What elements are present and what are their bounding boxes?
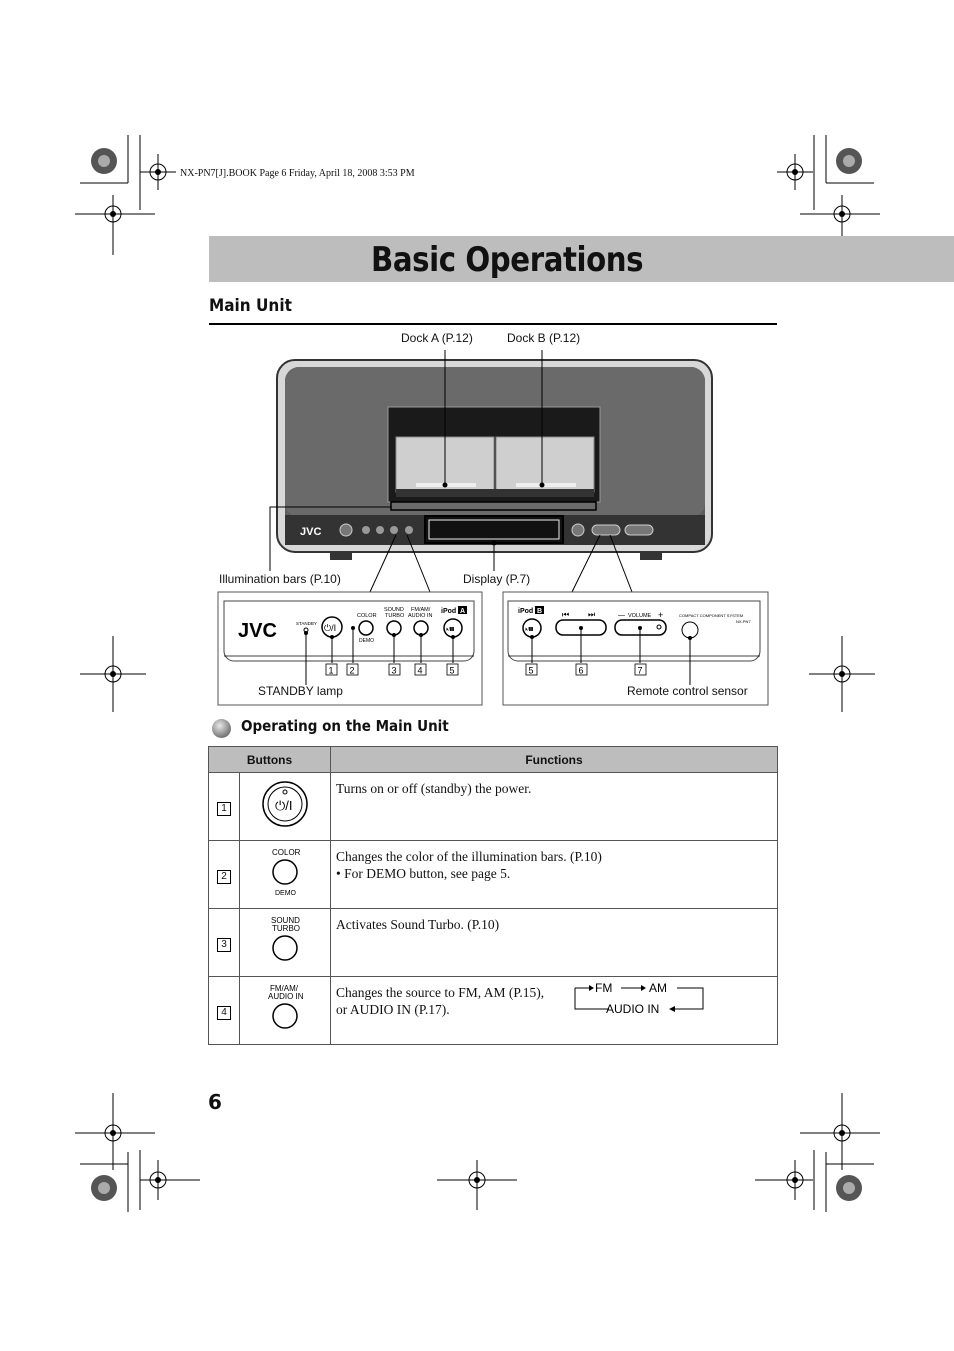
svg-text:FM: FM (595, 981, 613, 995)
illumination-bars-label: Illumination bars (P.10) (219, 572, 341, 586)
svg-text:—: — (618, 612, 625, 619)
svg-text:B: B (537, 608, 543, 615)
power-button-icon (240, 773, 330, 833)
svg-text:⏻/I: ⏻/I (275, 798, 293, 813)
svg-text:FM/AM/: FM/AM/ (270, 984, 298, 993)
operating-heading: Operating on the Main Unit (241, 717, 449, 735)
function-text: or AUDIO IN (P.17). (336, 1002, 450, 1017)
svg-text:FM/AM/: FM/AM/ (411, 607, 431, 613)
table-row (209, 841, 778, 909)
source-cycle-diagram (571, 981, 711, 1021)
sphere-bullet-icon (212, 719, 231, 738)
function-text: Changes the color of the illumination bars. (P.10) (336, 849, 602, 864)
table-row (209, 773, 778, 841)
svg-text:JVC: JVC (238, 620, 277, 642)
svg-text:iPod: iPod (441, 608, 457, 615)
front-brand: JVC (300, 526, 322, 538)
svg-text:VOLUME: VOLUME (628, 613, 652, 619)
svg-text:⏵/❚❚: ⏵/❚❚ (525, 627, 534, 633)
svg-text:AUDIO IN: AUDIO IN (606, 1002, 660, 1016)
remote-sensor-label: Remote control sensor (627, 684, 748, 698)
svg-text:⏵/❚❚: ⏵/❚❚ (446, 627, 455, 633)
svg-text:DEMO: DEMO (275, 890, 296, 897)
svg-text:SOUND: SOUND (271, 916, 300, 925)
svg-text:⏭: ⏭ (588, 610, 596, 619)
dock-b-label: Dock B (P.12) (507, 331, 581, 345)
svg-text:AM: AM (649, 981, 667, 995)
svg-text:+: + (658, 610, 664, 620)
svg-text:4: 4 (417, 665, 423, 676)
svg-text:SOUND: SOUND (384, 607, 404, 613)
row-number: 2 (217, 870, 231, 884)
svg-text:DEMO: DEMO (359, 638, 374, 644)
operations-table (208, 746, 778, 1045)
row-number: 1 (217, 802, 231, 816)
svg-text:NX-PN7: NX-PN7 (736, 619, 751, 624)
function-text: Activates Sound Turbo. (P.10) (336, 917, 500, 932)
svg-text:6: 6 (578, 665, 584, 676)
sound-turbo-button-icon (240, 909, 330, 969)
svg-text:7: 7 (637, 665, 643, 676)
svg-text:COLOR: COLOR (272, 848, 301, 857)
color-button-icon (240, 841, 330, 901)
row-number: 4 (217, 1006, 231, 1020)
svg-text:5: 5 (449, 665, 455, 676)
dock-a-label: Dock A (P.12) (401, 331, 473, 345)
main-unit-illustration (200, 325, 780, 715)
page-title: Basic Operations (371, 240, 644, 280)
svg-text:COMPACT COMPONENT SYSTEM: COMPACT COMPONENT SYSTEM (679, 613, 744, 618)
svg-text:COLOR: COLOR (357, 613, 377, 619)
fm-am-audio-in-button-icon (240, 977, 330, 1037)
standby-lamp-label: STANDBY lamp (258, 684, 343, 698)
svg-text:2: 2 (349, 665, 355, 676)
function-text: • For DEMO button, see page 5. (336, 866, 511, 881)
page-number: 6 (208, 1090, 222, 1114)
col-functions: Functions (331, 747, 778, 773)
svg-text:STANDBY: STANDBY (296, 621, 317, 626)
row-number: 3 (217, 938, 231, 952)
function-text: Turns on or off (standby) the power. (336, 781, 532, 796)
display-label: Display (P.7) (463, 572, 531, 586)
svg-text:TURBO: TURBO (272, 924, 300, 933)
book-header: NX-PN7[J].BOOK Page 6 Friday, April 18, 2008 3:53 PM (180, 168, 415, 179)
table-row (209, 977, 778, 1045)
svg-text:1: 1 (328, 665, 334, 676)
svg-text:AUDIO IN: AUDIO IN (408, 613, 433, 619)
svg-text:AUDIO IN: AUDIO IN (268, 992, 304, 1001)
title-bar (209, 236, 954, 282)
svg-text:⏻/I: ⏻/I (324, 623, 337, 633)
function-text: Changes the source to FM, AM (P.15), (336, 985, 545, 1000)
svg-text:TURBO: TURBO (385, 613, 405, 619)
svg-text:3: 3 (391, 665, 397, 676)
col-buttons: Buttons (209, 747, 331, 773)
table-row (209, 909, 778, 977)
svg-text:A: A (460, 608, 466, 615)
svg-text:iPod: iPod (518, 608, 534, 615)
svg-text:5: 5 (528, 665, 534, 676)
svg-text:⏮: ⏮ (562, 610, 570, 619)
main-unit-heading: Main Unit (209, 296, 292, 316)
